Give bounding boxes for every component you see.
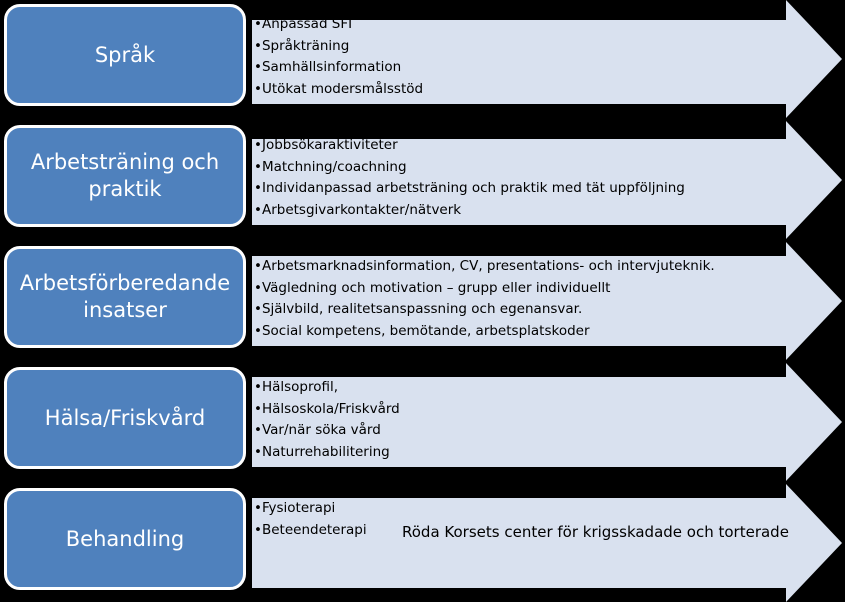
bullet-text: Var/när söka vård	[261, 422, 381, 438]
category-title: Arbetsförberedande insatser	[19, 271, 231, 322]
bullet-text: Arbetsgivarkontakter/nätverk	[261, 201, 462, 218]
category-box	[4, 488, 246, 590]
bullet-text: Utökat modersmålsstöd	[261, 80, 424, 97]
bullet-item	[254, 135, 685, 157]
bullet-item	[254, 79, 423, 101]
category-title: Arbetsträning och praktik	[30, 150, 220, 201]
bullet-item	[254, 36, 423, 58]
row-halsa	[0, 363, 845, 481]
row-behandling	[0, 484, 845, 602]
row-arbetsforberedande	[0, 242, 845, 360]
category-box	[4, 367, 246, 469]
bullet-text: Jobbsökaraktiviteter	[261, 137, 398, 153]
bullet-item	[254, 321, 715, 343]
bullet-item	[254, 299, 715, 321]
bullet-item	[254, 278, 715, 300]
bullet-text: Matchning/coachning	[261, 158, 407, 175]
bullet-item	[254, 14, 423, 36]
bullet-text: Hälsoprofil,	[261, 379, 339, 395]
bullet-text: Fysioterapi	[261, 500, 336, 516]
bullet-item	[254, 377, 400, 399]
bullet-text: Individanpassad arbetsträning och praktik med tät uppföljning	[261, 180, 685, 196]
bullet-item	[254, 57, 423, 79]
bullet-text: Vägledning och motivation – grupp eller individuellt	[261, 279, 611, 296]
category-title: Språk	[94, 42, 156, 67]
bullet-item	[254, 178, 685, 200]
bullet-item	[254, 498, 367, 520]
bullet-list	[254, 14, 423, 100]
bullet-text: Självbild, realitetsanspassning och egenansvar.	[261, 301, 583, 317]
bullet-text: Naturrehabilitering	[261, 443, 390, 460]
bullet-text: Anpassad SFI	[261, 16, 353, 32]
bullet-list	[254, 256, 715, 342]
bullet-item	[254, 520, 367, 542]
bullet-item	[254, 399, 400, 421]
bullet-item	[254, 157, 685, 179]
center-note: Röda Korsets center för krigsskadade och torterade	[402, 523, 789, 541]
bullet-text: Samhällsinformation	[261, 59, 402, 75]
bullet-text: Hälsoskola/Friskvård	[261, 400, 400, 417]
bullet-item	[254, 420, 400, 442]
bullet-text: Arbetsmarknadsinformation, CV, presentations- och intervjuteknik.	[261, 258, 715, 274]
bullet-list	[254, 377, 400, 463]
bullet-list	[254, 498, 367, 541]
bullet-text: Social kompetens, bemötande, arbetsplatskoder	[261, 322, 590, 339]
bullet-text: Beteendeterapi	[261, 521, 367, 538]
bullet-item	[254, 256, 715, 278]
category-title: Hälsa/Friskvård	[44, 405, 206, 430]
category-title: Behandling	[65, 526, 185, 551]
bullet-item	[254, 442, 400, 464]
category-box	[4, 246, 246, 348]
row-sprak	[0, 0, 845, 118]
category-box	[4, 125, 246, 227]
bullet-item	[254, 200, 685, 222]
bullet-text: Språkträning	[261, 37, 350, 54]
category-box	[4, 4, 246, 106]
bullet-list	[254, 135, 685, 221]
row-arbetstraning	[0, 121, 845, 239]
